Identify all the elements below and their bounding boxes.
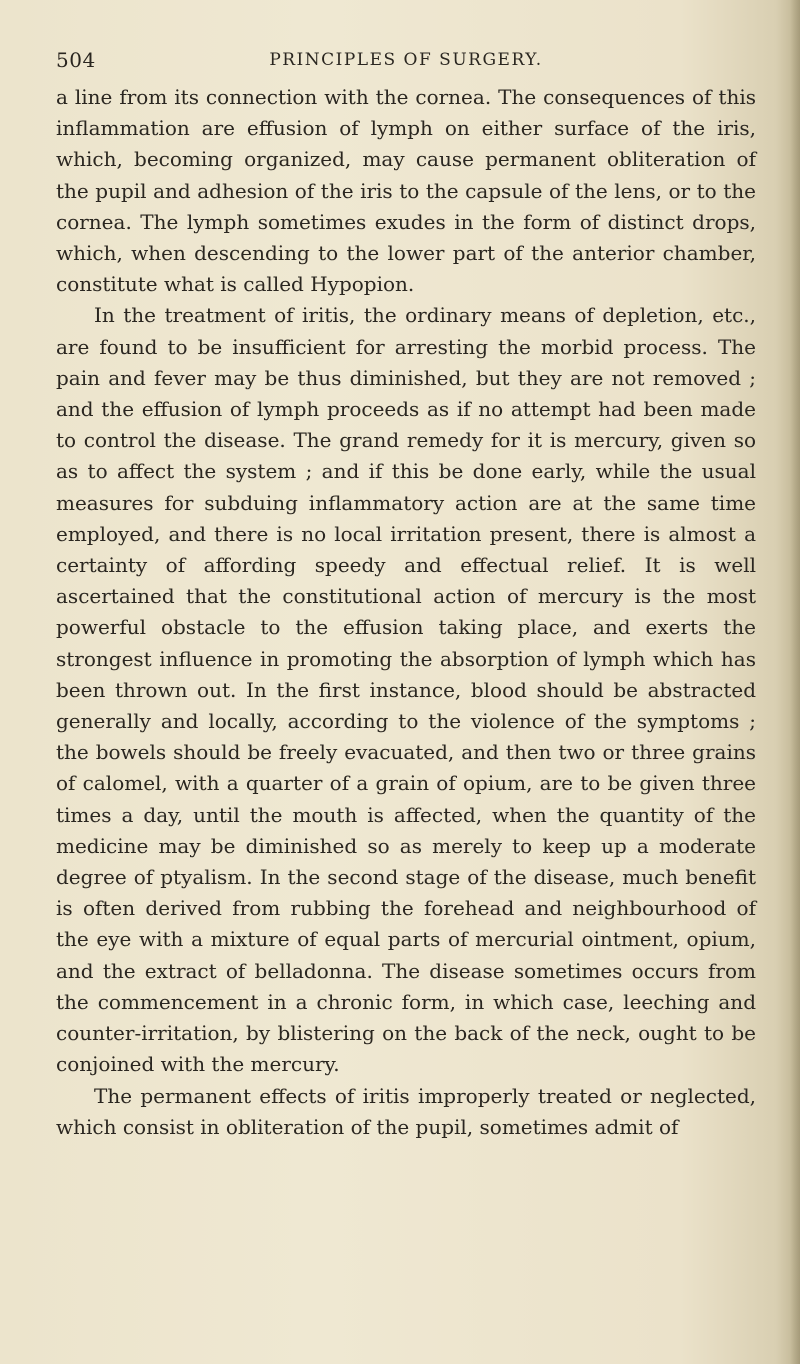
- body-text: [56, 82, 756, 1143]
- page-number: 504: [56, 48, 96, 72]
- paragraph-permanent-effects: The permanent effects of iritis improperly treated or neglected, which consist in obliteration of the pupil, sometimes admit of: [56, 1083, 756, 1139]
- paragraph-continued: a line from its connection with the cornea. The consequences of this inflammation are effusion of lymph on either surface of the iris, which, becoming organized, may cause permanent obliteration of the pupil and adhesion of the iris to the capsule of the lens, or to the cornea. The lymph sometimes exudes in the form of distinct drops, which, when descending to the lower part of the anterior chamber, constitute what is called Hypopion.: [56, 85, 756, 297]
- page-header: [56, 48, 756, 80]
- paragraph-treatment: In the treatment of iritis, the ordinary means of depletion, etc., are found to be insufficient for arresting the morbid process. The pain and fever may be thus diminished, but they are not removed ; and the effusion of lymph proceeds as if no attempt had been made to control the disease. The grand remedy for it is mercury, given so as to affect the system ; and if this be done early, while the usual measures for subduing inflammatory action are at the same time employed, and there is no local irritation present, there is almost a certainty of affording speedy and effectual relief. It is well ascertained that the constitutional action of mercury is the most powerful obstacle to the effusion taking place, and exerts the strongest influence in promoting the absorption of lymph which has been thrown out. In the first instance, blood should be abstracted generally and locally, according to the violence of the symptoms ; the bowels should be freely evacuated, and then two or three grains of calomel, with a quarter of a grain of opium, are to be given three times a day, until the mouth is affected, when the quantity of the medicine may be diminished so as merely to keep up a moderate degree of ptyalism. In the second stage of the disease, much benefit is often derived from rubbing the forehead and neighbourhood of the eye with a mixture of equal parts of mercurial ointment, opium, and the extract of belladonna. The disease sometimes occurs from the commencement in a chronic form, in which case, leeching and counter-irritation, by blistering on the back of the neck, ought to be conjoined with the mercury.: [56, 303, 756, 1077]
- running-head: PRINCIPLES OF SURGERY.: [269, 50, 543, 70]
- page-edge-shadow: [790, 0, 800, 1364]
